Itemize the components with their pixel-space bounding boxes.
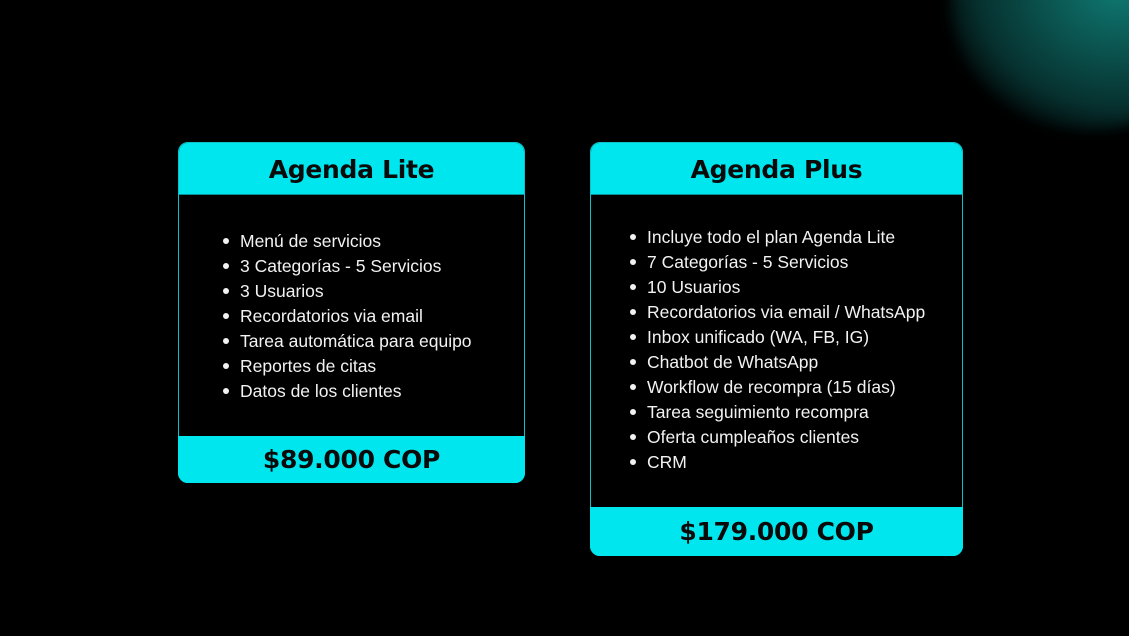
feature-label: Recordatorios via email bbox=[240, 306, 423, 326]
feature-item bbox=[629, 450, 925, 475]
bullet-icon bbox=[630, 359, 636, 365]
feature-label: Menú de servicios bbox=[240, 231, 382, 251]
bullet-icon bbox=[223, 313, 229, 319]
feature-label: Datos de los clientes bbox=[240, 381, 402, 401]
feature-label: Incluye todo el plan Agenda Lite bbox=[647, 227, 896, 247]
decorative-teal-glow bbox=[950, 0, 1129, 130]
feature-item bbox=[629, 300, 925, 325]
feature-item bbox=[629, 250, 925, 275]
bullet-icon bbox=[223, 238, 229, 244]
feature-label: Inbox unificado (WA, FB, IG) bbox=[647, 327, 870, 347]
feature-label: Chatbot de WhatsApp bbox=[647, 352, 819, 372]
feature-label: Recordatorios via email / WhatsApp bbox=[647, 302, 926, 322]
feature-item bbox=[222, 354, 472, 379]
feature-item bbox=[222, 304, 472, 329]
feature-label: Workflow de recompra (15 días) bbox=[647, 377, 896, 397]
feature-item bbox=[629, 225, 925, 250]
feature-item bbox=[222, 279, 472, 304]
feature-item bbox=[222, 254, 472, 279]
bullet-icon bbox=[223, 288, 229, 294]
bullet-icon bbox=[630, 409, 636, 415]
feature-item bbox=[629, 425, 925, 450]
plan-title: Agenda Lite bbox=[179, 143, 524, 195]
feature-label: Tarea seguimiento recompra bbox=[647, 402, 869, 422]
bullet-icon bbox=[630, 334, 636, 340]
bullet-icon bbox=[630, 259, 636, 265]
feature-label: Oferta cumpleaños clientes bbox=[647, 427, 860, 447]
plan-card-plus bbox=[590, 142, 963, 556]
feature-label: Tarea automática para equipo bbox=[240, 331, 472, 351]
feature-item bbox=[629, 375, 925, 400]
bullet-icon bbox=[630, 459, 636, 465]
bullet-icon bbox=[223, 388, 229, 394]
feature-list bbox=[222, 229, 472, 404]
feature-item bbox=[629, 400, 925, 425]
bullet-icon bbox=[630, 284, 636, 290]
bullet-icon bbox=[223, 338, 229, 344]
feature-item bbox=[222, 379, 472, 404]
plan-card-lite bbox=[178, 142, 525, 483]
feature-item bbox=[629, 350, 925, 375]
plan-price: $179.000 COP bbox=[590, 507, 963, 556]
feature-item bbox=[629, 325, 925, 350]
feature-label: 3 Usuarios bbox=[240, 281, 324, 301]
bullet-icon bbox=[223, 263, 229, 269]
bullet-icon bbox=[630, 234, 636, 240]
bullet-icon bbox=[630, 384, 636, 390]
feature-list bbox=[629, 225, 925, 475]
feature-label: 10 Usuarios bbox=[647, 277, 741, 297]
bullet-icon bbox=[630, 434, 636, 440]
bullet-icon bbox=[630, 309, 636, 315]
plan-price: $89.000 COP bbox=[178, 436, 525, 483]
feature-item bbox=[222, 229, 472, 254]
feature-label: 7 Categorías - 5 Servicios bbox=[647, 252, 849, 272]
feature-item bbox=[629, 275, 925, 300]
bullet-icon bbox=[223, 363, 229, 369]
feature-label: CRM bbox=[647, 452, 687, 472]
feature-item bbox=[222, 329, 472, 354]
feature-label: 3 Categorías - 5 Servicios bbox=[240, 256, 442, 276]
plan-title: Agenda Plus bbox=[591, 143, 962, 195]
feature-label: Reportes de citas bbox=[240, 356, 377, 376]
